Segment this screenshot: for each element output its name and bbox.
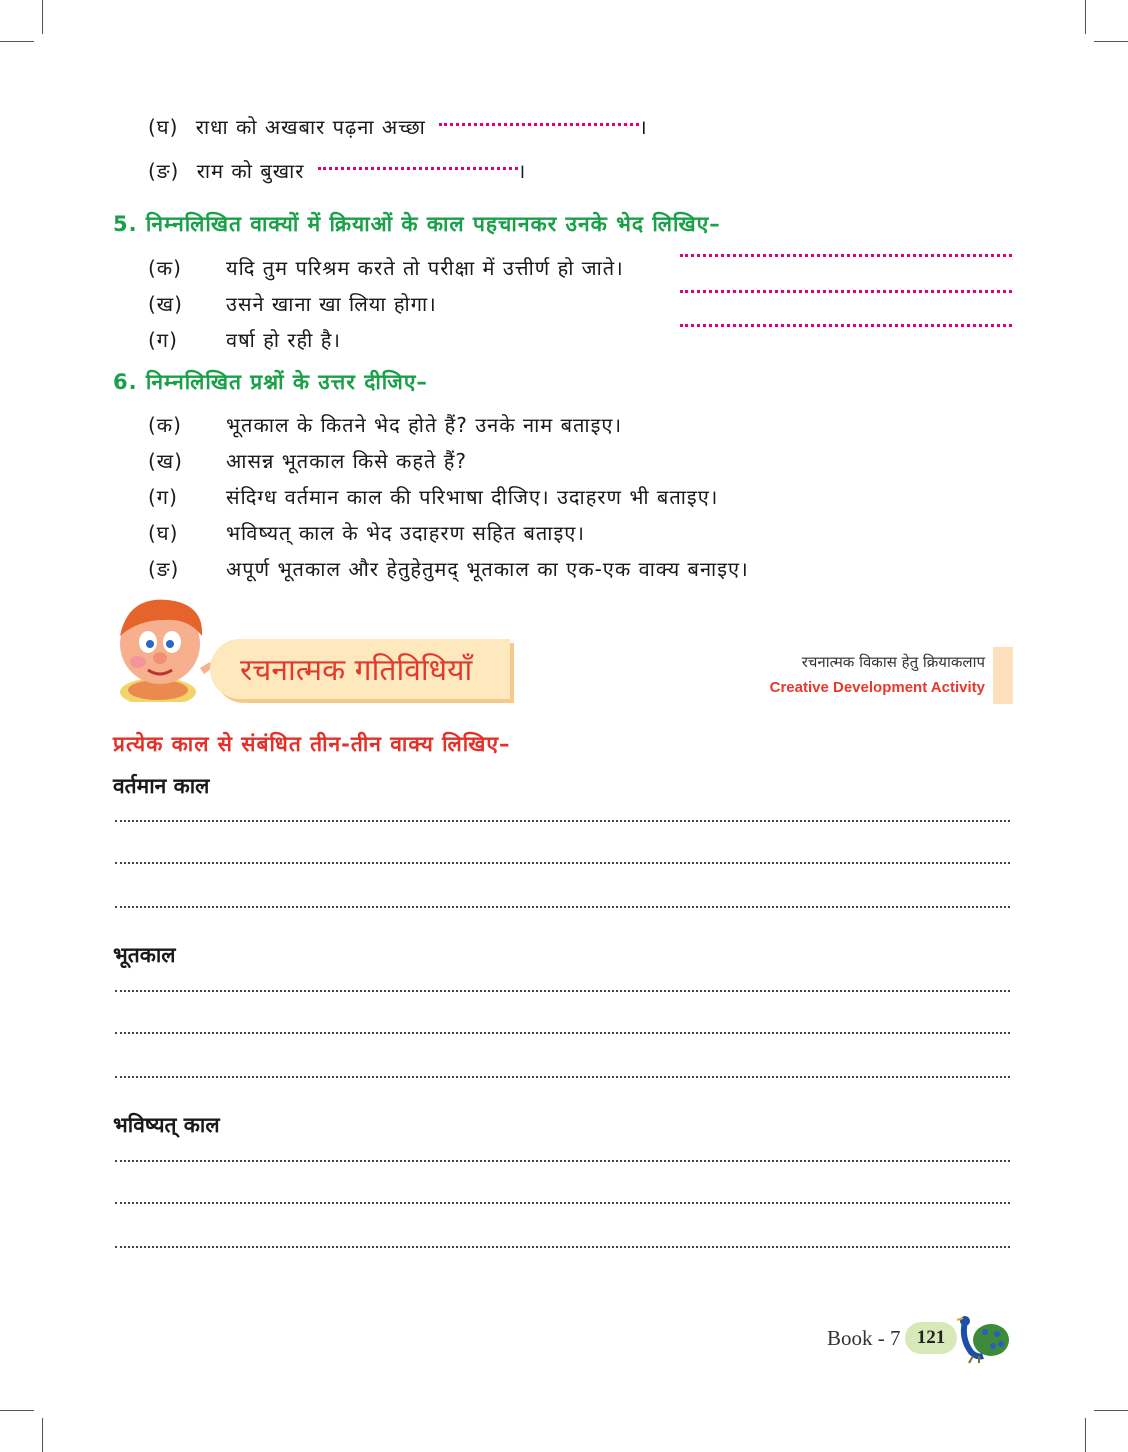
boy-mascot-icon: [108, 592, 218, 702]
q6-item: [148, 411, 622, 438]
q6-item: [148, 519, 585, 546]
writing-line[interactable]: [115, 990, 1010, 992]
item-text: अपूर्ण भूतकाल और हेतुहेतुमद् भूतकाल का एक-एक वाक्य बनाइए।: [226, 557, 749, 581]
answer-blank[interactable]: [680, 254, 1012, 257]
question-5-heading: 5. निम्नलिखित वाक्यों में क्रियाओं के काल पहचानकर उनके भेद लिखिए–: [113, 212, 721, 236]
item-text: राम को बुखार: [196, 159, 305, 183]
item-text: संदिग्ध वर्तमान काल की परिभाषा दीजिए। उदाहरण भी बताइए।: [226, 485, 719, 509]
item-label: (घ): [148, 521, 179, 545]
q5-item: [148, 326, 341, 353]
writing-line[interactable]: [115, 820, 1010, 822]
activity-subtitle-english: Creative Development Activity: [769, 679, 985, 696]
answer-blank[interactable]: [318, 161, 518, 170]
answer-blank[interactable]: [680, 290, 1012, 293]
writing-line[interactable]: [115, 1246, 1010, 1248]
q6-item: [148, 555, 749, 582]
crop-mark: [1085, 0, 1086, 34]
crop-mark: [1094, 41, 1128, 42]
peacock-icon: [955, 1312, 1011, 1364]
crop-mark: [42, 0, 43, 34]
crop-mark: [1085, 1418, 1086, 1452]
writing-line[interactable]: [115, 1032, 1010, 1034]
item-label: (ख): [148, 449, 183, 473]
question-6-heading: 6. निम्नलिखित प्रश्नों के उत्तर दीजिए–: [113, 370, 428, 394]
item-end: ।: [639, 115, 648, 139]
writing-line[interactable]: [115, 1160, 1010, 1162]
item-label: (क): [148, 256, 182, 280]
item-label: (ख): [148, 292, 183, 316]
item-text: यदि तुम परिश्रम करते तो परीक्षा में उत्तीर्ण हो जाते।: [226, 256, 624, 280]
item-text: आसन्न भूतकाल किसे कहते हैं?: [226, 449, 468, 473]
q5-item: [148, 290, 437, 317]
item-label: (ङ): [148, 557, 180, 581]
writing-line[interactable]: [115, 906, 1010, 908]
q6-item: [148, 483, 718, 510]
crop-mark: [42, 1418, 43, 1452]
fill-item: [148, 157, 526, 184]
writing-line[interactable]: [115, 862, 1010, 864]
book-label: Book - 7: [827, 1326, 901, 1350]
activity-side-tab: [993, 647, 1013, 704]
item-label: (ग): [148, 485, 178, 509]
item-text: भविष्यत् काल के भेद उदाहरण सहित बताइए।: [226, 521, 585, 545]
q6-item: [148, 447, 467, 474]
activity-subtitle-hindi: रचनात्मक विकास हेतु क्रियाकलाप: [801, 653, 985, 671]
item-end: ।: [517, 159, 527, 183]
item-text: उसने खाना खा लिया होगा।: [226, 292, 437, 316]
page-number: 121: [905, 1322, 957, 1354]
item-label: (ङ): [148, 159, 180, 183]
writing-line[interactable]: [115, 1076, 1010, 1078]
crop-mark: [0, 1410, 34, 1411]
item-text: भूतकाल के कितने भेद होते हैं? उनके नाम बताइए।: [226, 413, 623, 437]
answer-blank[interactable]: [439, 117, 639, 126]
answer-blank[interactable]: [680, 324, 1012, 327]
writing-line[interactable]: [115, 1202, 1010, 1204]
item-label: (क): [148, 413, 182, 437]
fill-item: [148, 113, 648, 140]
item-label: (ग): [148, 328, 178, 352]
q5-item: [148, 254, 624, 281]
item-text: राधा को अखबार पढ़ना अच्छा: [195, 115, 426, 139]
section-past-tense: भूतकाल: [113, 943, 176, 967]
section-present-tense: वर्तमान काल: [113, 774, 210, 798]
activity-instruction: प्रत्येक काल से संबंधित तीन-तीन वाक्य लिखिए–: [113, 732, 511, 756]
activity-banner-title: रचनात्मक गतिविधियाँ: [240, 653, 473, 688]
item-label: (घ): [148, 115, 179, 139]
item-text: वर्षा हो रही है।: [226, 328, 341, 352]
crop-mark: [1094, 1410, 1128, 1411]
crop-mark: [0, 41, 34, 42]
section-future-tense: भविष्यत् काल: [113, 1113, 220, 1137]
